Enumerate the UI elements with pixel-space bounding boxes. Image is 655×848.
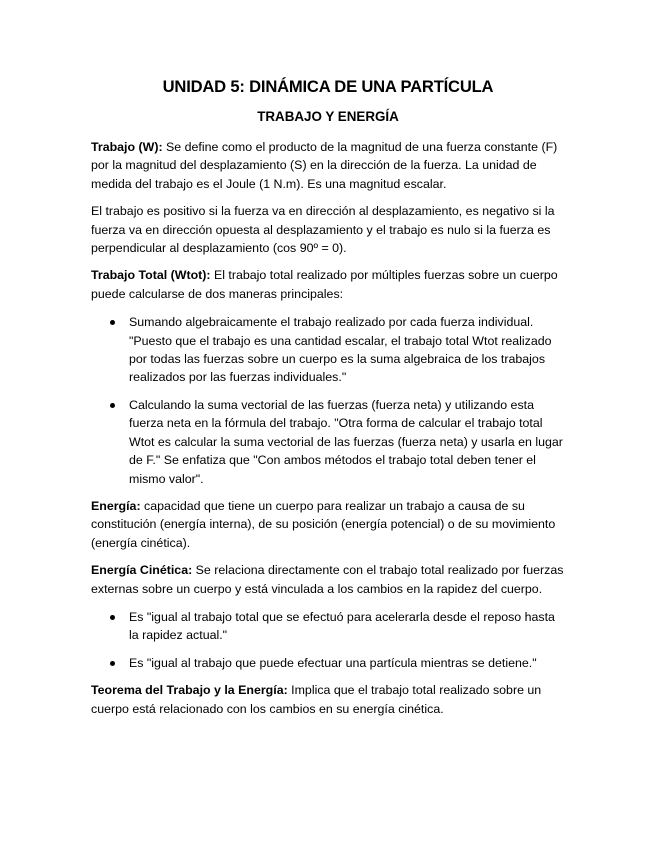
trabajo-total-text: El trabajo total realizado por múltiples fuerzas sobre un cuerpo puede calcularse de dos maneras principales: <box>91 268 558 301</box>
list-item <box>91 313 565 387</box>
energia-cinetica-text: Se relaciona directamente con el trabajo total realizado por fuerzas externas sobre un cuerpo y está vinculada a los cambios en la rapidez del cuerpo. <box>91 563 564 596</box>
trabajo-text: Se define como el producto de la magnitud de una fuerza constante (F) por la magnitud del desplazamiento (S) en la dirección de la fuerza. La unidad de medida del trabajo es el Joule (1 N.m). Es una magnitud escalar. <box>91 140 558 191</box>
trabajo-total-definition <box>91 266 565 303</box>
section-subtitle: TRABAJO Y ENERGÍA <box>257 109 399 124</box>
energia-term: Energía: <box>91 498 141 513</box>
trabajo-total-term: Trabajo Total (Wtot): <box>91 268 211 283</box>
energia-cinetica-list <box>91 608 565 672</box>
teorema-term: Teorema del Trabajo y la Energía: <box>91 683 288 698</box>
teorema-definition <box>91 681 565 718</box>
trabajo-total-list <box>91 313 565 488</box>
list-item <box>91 654 565 672</box>
list-item-text: Calculando la suma vectorial de las fuerzas (fuerza neta) y utilizando esta fuerza neta en la fórmula del trabajo. "Otra forma de calcular el trabajo total Wtot es calcular la suma vectorial de las fuerzas (fuerza neta) y usarla en lugar de F." Se enfatiza que "Con ambos métodos el trabajo total deben tener el mismo valor". <box>129 397 563 486</box>
bullet-icon <box>110 615 115 620</box>
trabajo-term: Trabajo (W): <box>91 140 163 154</box>
trabajo-definition <box>91 138 565 193</box>
bullet-icon <box>110 320 115 325</box>
energia-text: capacidad que tiene un cuerpo para realizar un trabajo a causa de su constitución (energía interna), de su posición (energía potencial) o de su movimiento (energía cinética). <box>91 498 556 550</box>
document-content <box>91 76 565 718</box>
list-item <box>91 608 565 645</box>
bullet-icon <box>110 661 115 666</box>
document-title: UNIDAD 5: DINÁMICA DE UNA PARTÍCULA <box>162 77 494 96</box>
energia-cinetica-term: Energía Cinética: <box>91 563 193 578</box>
trabajo-signo-paragraph: El trabajo es positivo si la fuerza va en dirección al desplazamiento, es negativo si la fuerza va en dirección opuesta al desplazamiento y el trabajo es nulo si la fuerza es perpendicular al desplazamiento (cos 90º = 0). <box>91 204 555 256</box>
list-item-text: Es "igual al trabajo que puede efectuar una partícula mientras se detiene." <box>129 655 537 670</box>
list-item-text: Es "igual al trabajo total que se efectuó para acelerarla desde el reposo hasta la rapidez actual." <box>129 609 555 643</box>
teorema-text: Implica que el trabajo total realizado sobre un cuerpo está relacionado con los cambios en su energía cinética. <box>91 683 542 716</box>
list-item <box>91 396 565 488</box>
list-item-text: Sumando algebraicamente el trabajo realizado por cada fuerza individual. "Puesto que el trabajo es una cantidad escalar, el trabajo total Wtot realizado por todas las fuerzas sobre un cuerpo es la suma algebraica de los trabajos realizados por las fuerzas individuales." <box>129 315 552 385</box>
energia-cinetica-definition <box>91 561 565 598</box>
energia-definition <box>91 497 565 552</box>
bullet-icon <box>110 403 115 408</box>
